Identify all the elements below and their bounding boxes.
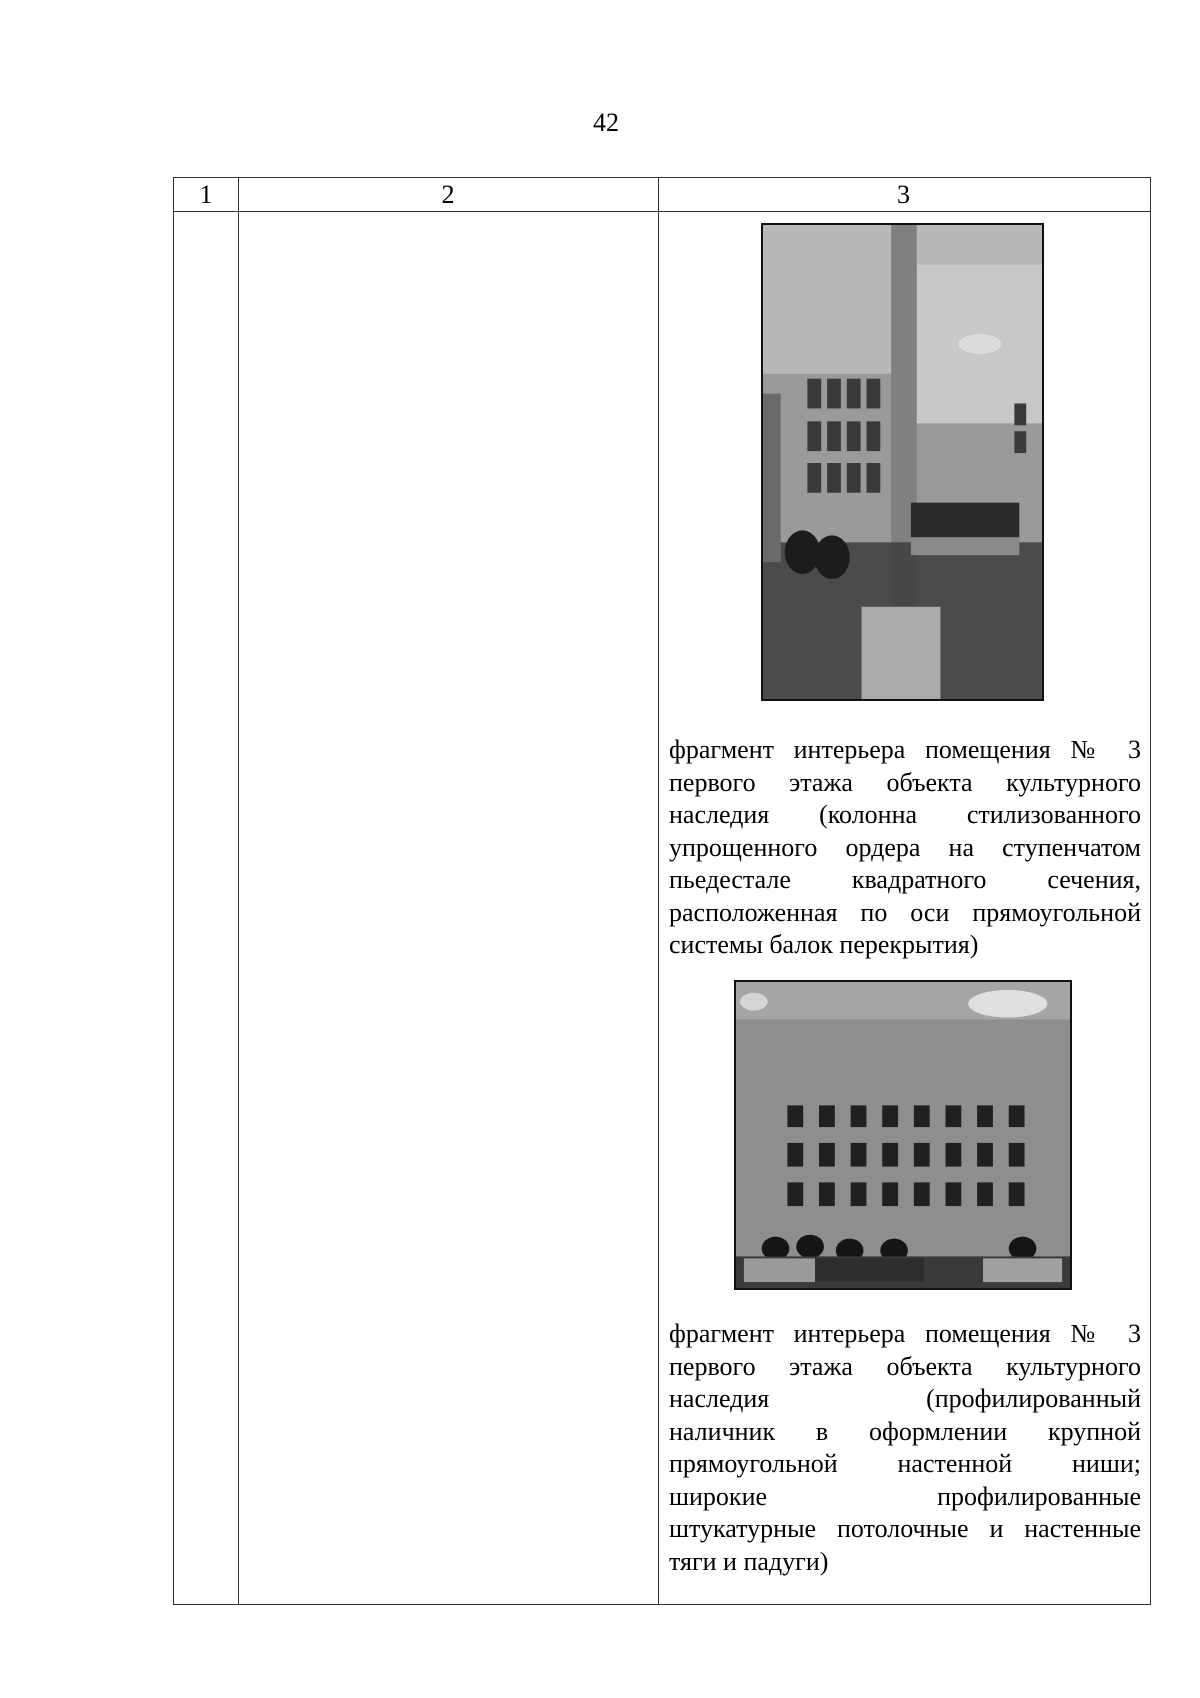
caption-line: широкие профилированные	[669, 1481, 1141, 1511]
caption-line: штукатурные потолочные и настенные	[669, 1514, 1141, 1543]
caption-line: расположенная по оси прямоугольной	[669, 897, 1141, 927]
caption-line: наследия (профилированный	[669, 1384, 1141, 1413]
caption-line: фрагмент интерьера помещения № 3	[669, 735, 1141, 764]
interior-photo-wall-niche-icon	[736, 982, 1070, 1288]
caption-line: прямоугольной настенной ниши;	[669, 1449, 1141, 1478]
header-divider	[174, 211, 1150, 212]
header-cell-3: 3	[897, 180, 910, 209]
caption-line: первого этажа объекта культурного	[669, 1351, 1141, 1381]
caption-line: фрагмент интерьера помещения № 3	[669, 1319, 1141, 1348]
page-number: 42	[593, 108, 619, 137]
header-cell-1: 1	[199, 180, 213, 209]
caption-line: наличник в оформлении крупной	[669, 1416, 1141, 1446]
caption-line: упрощенного ордера на ступенчатом	[669, 832, 1141, 862]
caption-line: системы балок перекрытия)	[669, 930, 979, 959]
header-cell-2: 2	[441, 180, 455, 209]
column-divider	[238, 178, 239, 1604]
caption-line: тяги и падуги)	[669, 1546, 829, 1576]
photo-caption-1	[669, 734, 1141, 962]
interior-photo-column	[761, 223, 1044, 701]
interior-photo-wall-niche	[734, 980, 1072, 1290]
column-divider	[658, 178, 659, 1604]
interior-photo-column-icon	[763, 225, 1042, 699]
caption-line: первого этажа объекта культурного	[669, 767, 1141, 797]
photo-caption-2	[669, 1318, 1141, 1578]
caption-line: пьедестале квадратного сечения,	[669, 865, 1141, 894]
caption-line: наследия (колонна стилизованного	[669, 800, 1141, 829]
